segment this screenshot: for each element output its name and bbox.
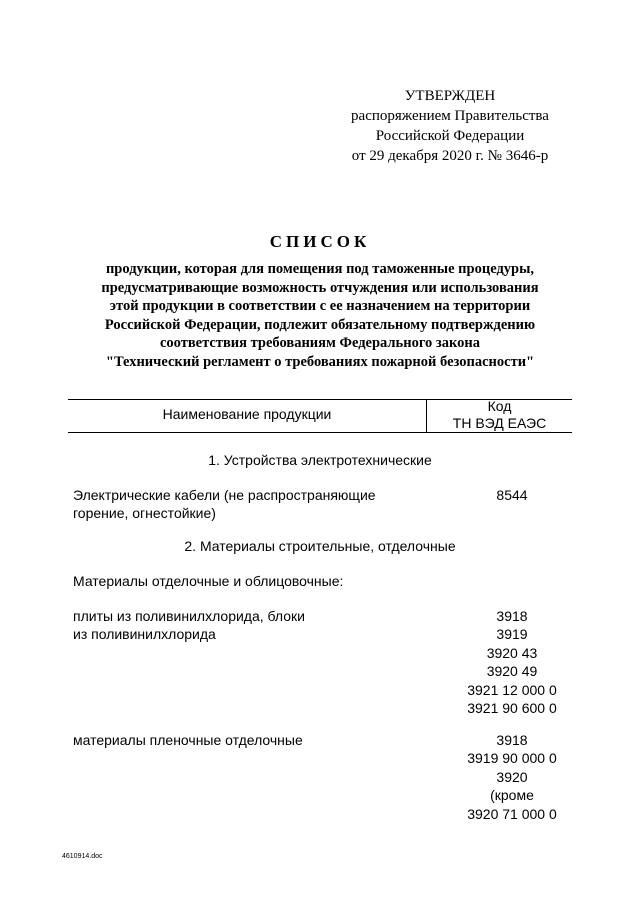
item-name-line: горение, огнестойкие) <box>73 505 216 521</box>
tnved-code: 3921 12 000 0 <box>467 681 557 698</box>
table-bottom-rule <box>68 432 572 433</box>
item-cables <box>73 486 376 522</box>
item-finishing-heading: Материалы отделочные и облицовочные: <box>73 573 344 589</box>
header-code <box>427 398 572 432</box>
codes-cables <box>440 486 584 504</box>
tnved-code: 3921 90 600 0 <box>467 700 557 717</box>
item-film <box>73 731 303 749</box>
header-product-name: Наименование продукции <box>162 406 332 422</box>
item-name-line: из поливинилхлорида <box>73 626 216 642</box>
subtitle-line: этой продукции в соответствии с ее назначением на территории <box>109 298 531 315</box>
tnved-code: 3920 71 000 0 <box>467 805 557 822</box>
tnved-code: 3920 43 <box>486 644 538 661</box>
tnved-code: 3918 <box>496 608 528 624</box>
approval-block <box>330 86 570 166</box>
document-title: СПИСОК <box>269 232 371 251</box>
tnved-code: 3919 <box>496 626 528 643</box>
section-title: 1. Устройства электротехнические <box>208 452 432 468</box>
section-title: 2. Материалы строительные, отделочные <box>184 538 456 554</box>
codes-pvc <box>440 607 584 717</box>
subtitle-line: "Технический регламент о требованиях пожарной безопасности" <box>105 353 535 370</box>
approval-line-1: распоряжением Правительства <box>351 108 549 124</box>
approval-heading: УТВЕРЖДЕН <box>404 88 496 104</box>
item-name-line: плиты из поливинилхлорида, блоки <box>73 608 305 624</box>
subtitle-line: предусматривающие возможность отчуждения или использования <box>101 279 539 296</box>
approval-line-3: от 29 декабря 2020 г. № 3646-р <box>351 148 549 164</box>
subtitle-line: соответствия требованиям Федерального закона <box>159 335 481 352</box>
tnved-code: 3919 90 000 0 <box>467 750 557 767</box>
tnved-code: 3920 49 <box>486 663 538 680</box>
subtitle-line: продукции, которая для помещения под таможенные процедуры, <box>105 261 535 277</box>
header-code-line-2: ТН ВЭД ЕАЭС <box>452 415 547 431</box>
tnved-code: 8544 <box>496 487 528 503</box>
header-code-line-1: Код <box>487 398 512 414</box>
file-footer: 4610914.doc <box>62 853 103 860</box>
item-name-line: материалы пленочные отделочные <box>73 732 303 748</box>
tnved-code: 3918 <box>496 732 528 748</box>
tnved-code: (кроме <box>490 787 534 804</box>
codes-film <box>440 731 584 823</box>
item-pvc <box>73 607 305 643</box>
tnved-code: 3920 <box>496 768 528 785</box>
item-name-line: Электрические кабели (не распространяющие <box>73 487 376 503</box>
document-subtitle <box>60 260 580 372</box>
subtitle-line: Российской Федерации, подлежит обязательному подтверждению <box>104 316 536 333</box>
approval-line-2: Российской Федерации <box>375 128 525 144</box>
